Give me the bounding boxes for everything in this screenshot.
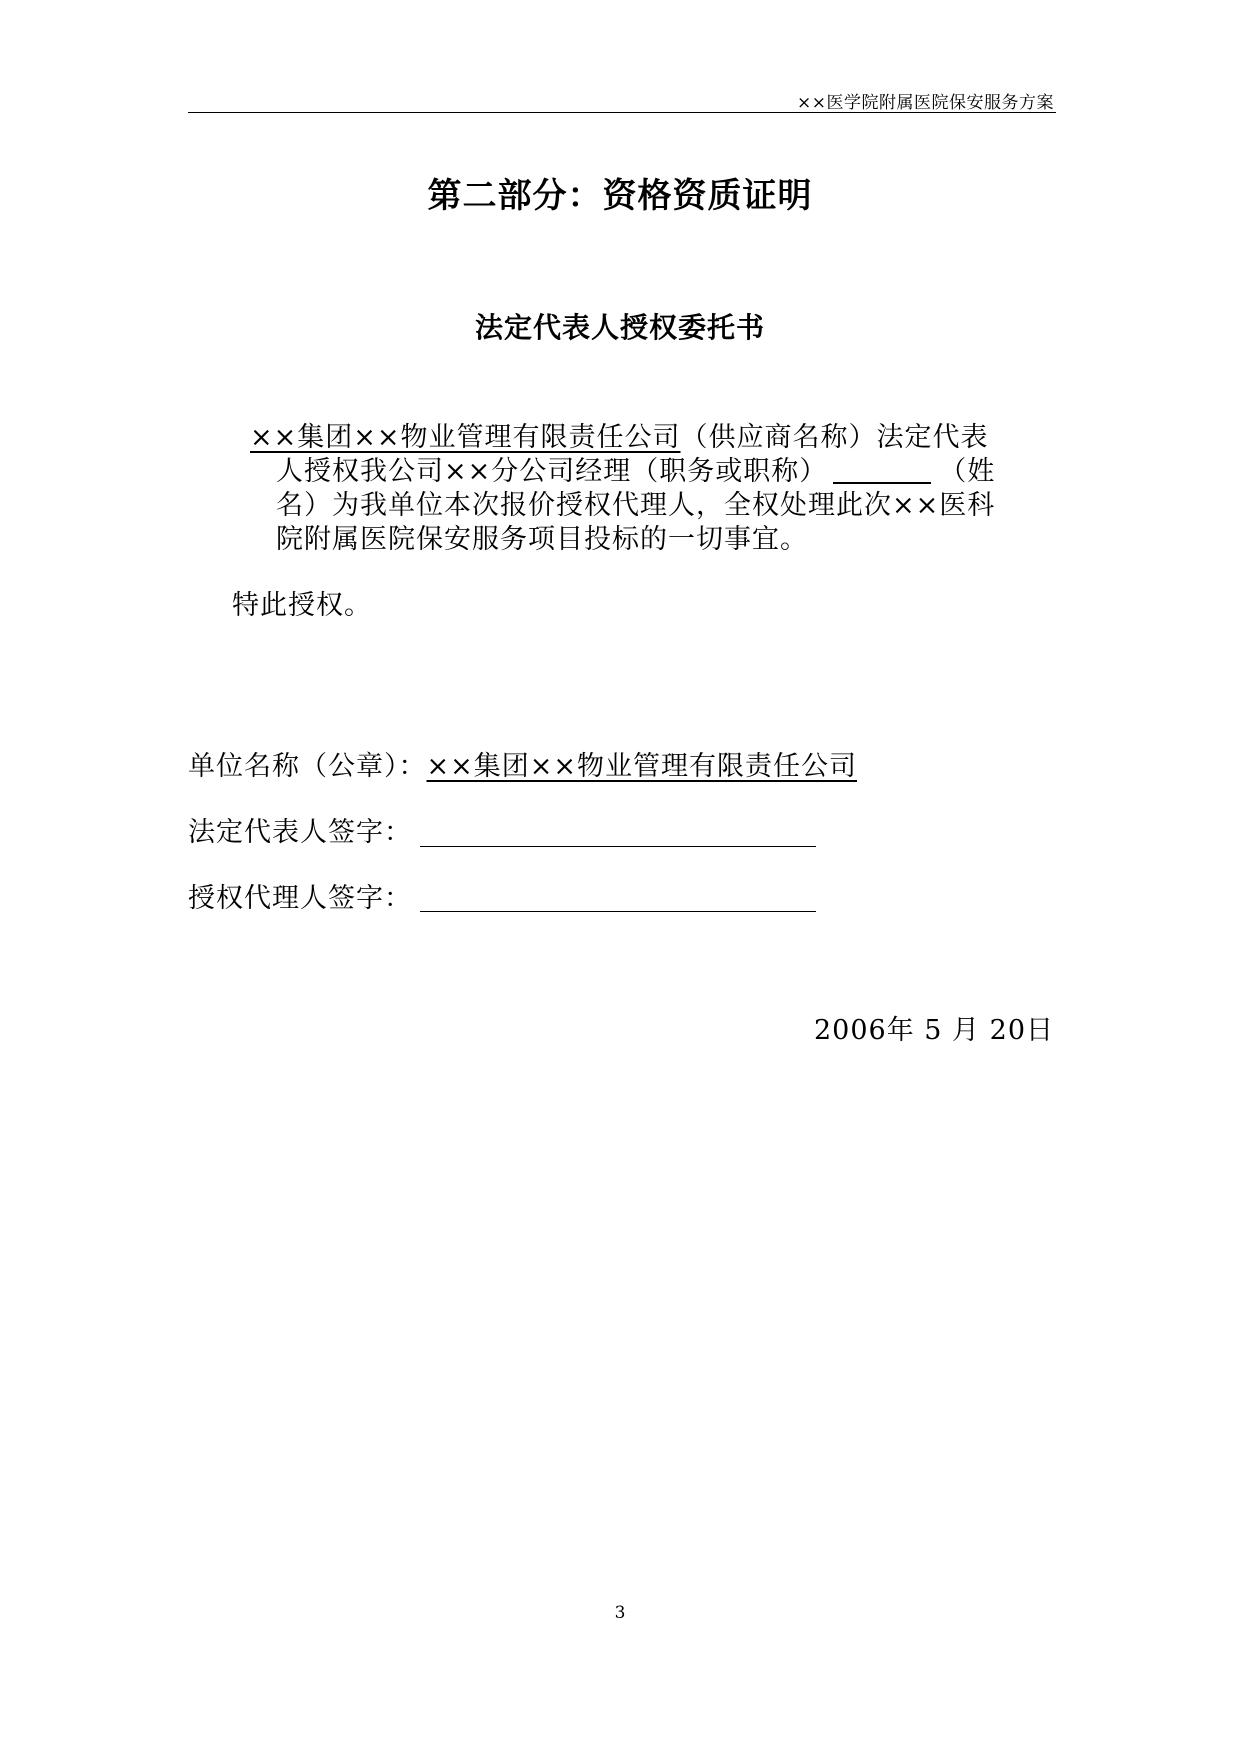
document-title: 法定代表人授权委托书 [474,311,765,344]
unit-name-line [188,750,857,784]
section-title: 第二部分：资格资质证明 [427,176,813,216]
authorization-line-2-start: 人授权我公司××分公司经理（职务或职称） [276,456,828,487]
running-header: ××医学院附属医院保安服务方案 [797,93,1054,113]
authorization-line-2-end: （姓 [939,456,996,487]
supplier-name: ××集团××物业管理有限责任公司 [250,422,681,453]
authorization-line-1-rest: （供应商名称）法定代表 [680,422,989,453]
agent-signature-label: 授权代理人签字： [188,883,412,914]
name-blank [833,456,931,484]
authorization-line-3: 名）为我单位本次报价授权代理人，全权处理此次××医科 [276,490,996,521]
header-rule [188,112,1056,113]
document-date: 2006年 5 月 20日 [814,1015,1054,1046]
legal-rep-signature-label: 法定代表人签字： [188,817,412,848]
closing-statement: 特此授权。 [232,590,372,621]
unit-name-value: ××集团××物业管理有限责任公司 [426,751,857,782]
legal-rep-signature-line [420,846,816,847]
authorization-line-2 [276,455,995,489]
unit-name-label: 单位名称（公章）： [188,751,427,782]
page-number: 3 [614,1603,626,1623]
authorization-line-4: 院附属医院保安服务项目投标的一切事宜。 [276,524,808,555]
authorization-line-1 [250,421,989,455]
agent-signature-line [420,911,816,912]
